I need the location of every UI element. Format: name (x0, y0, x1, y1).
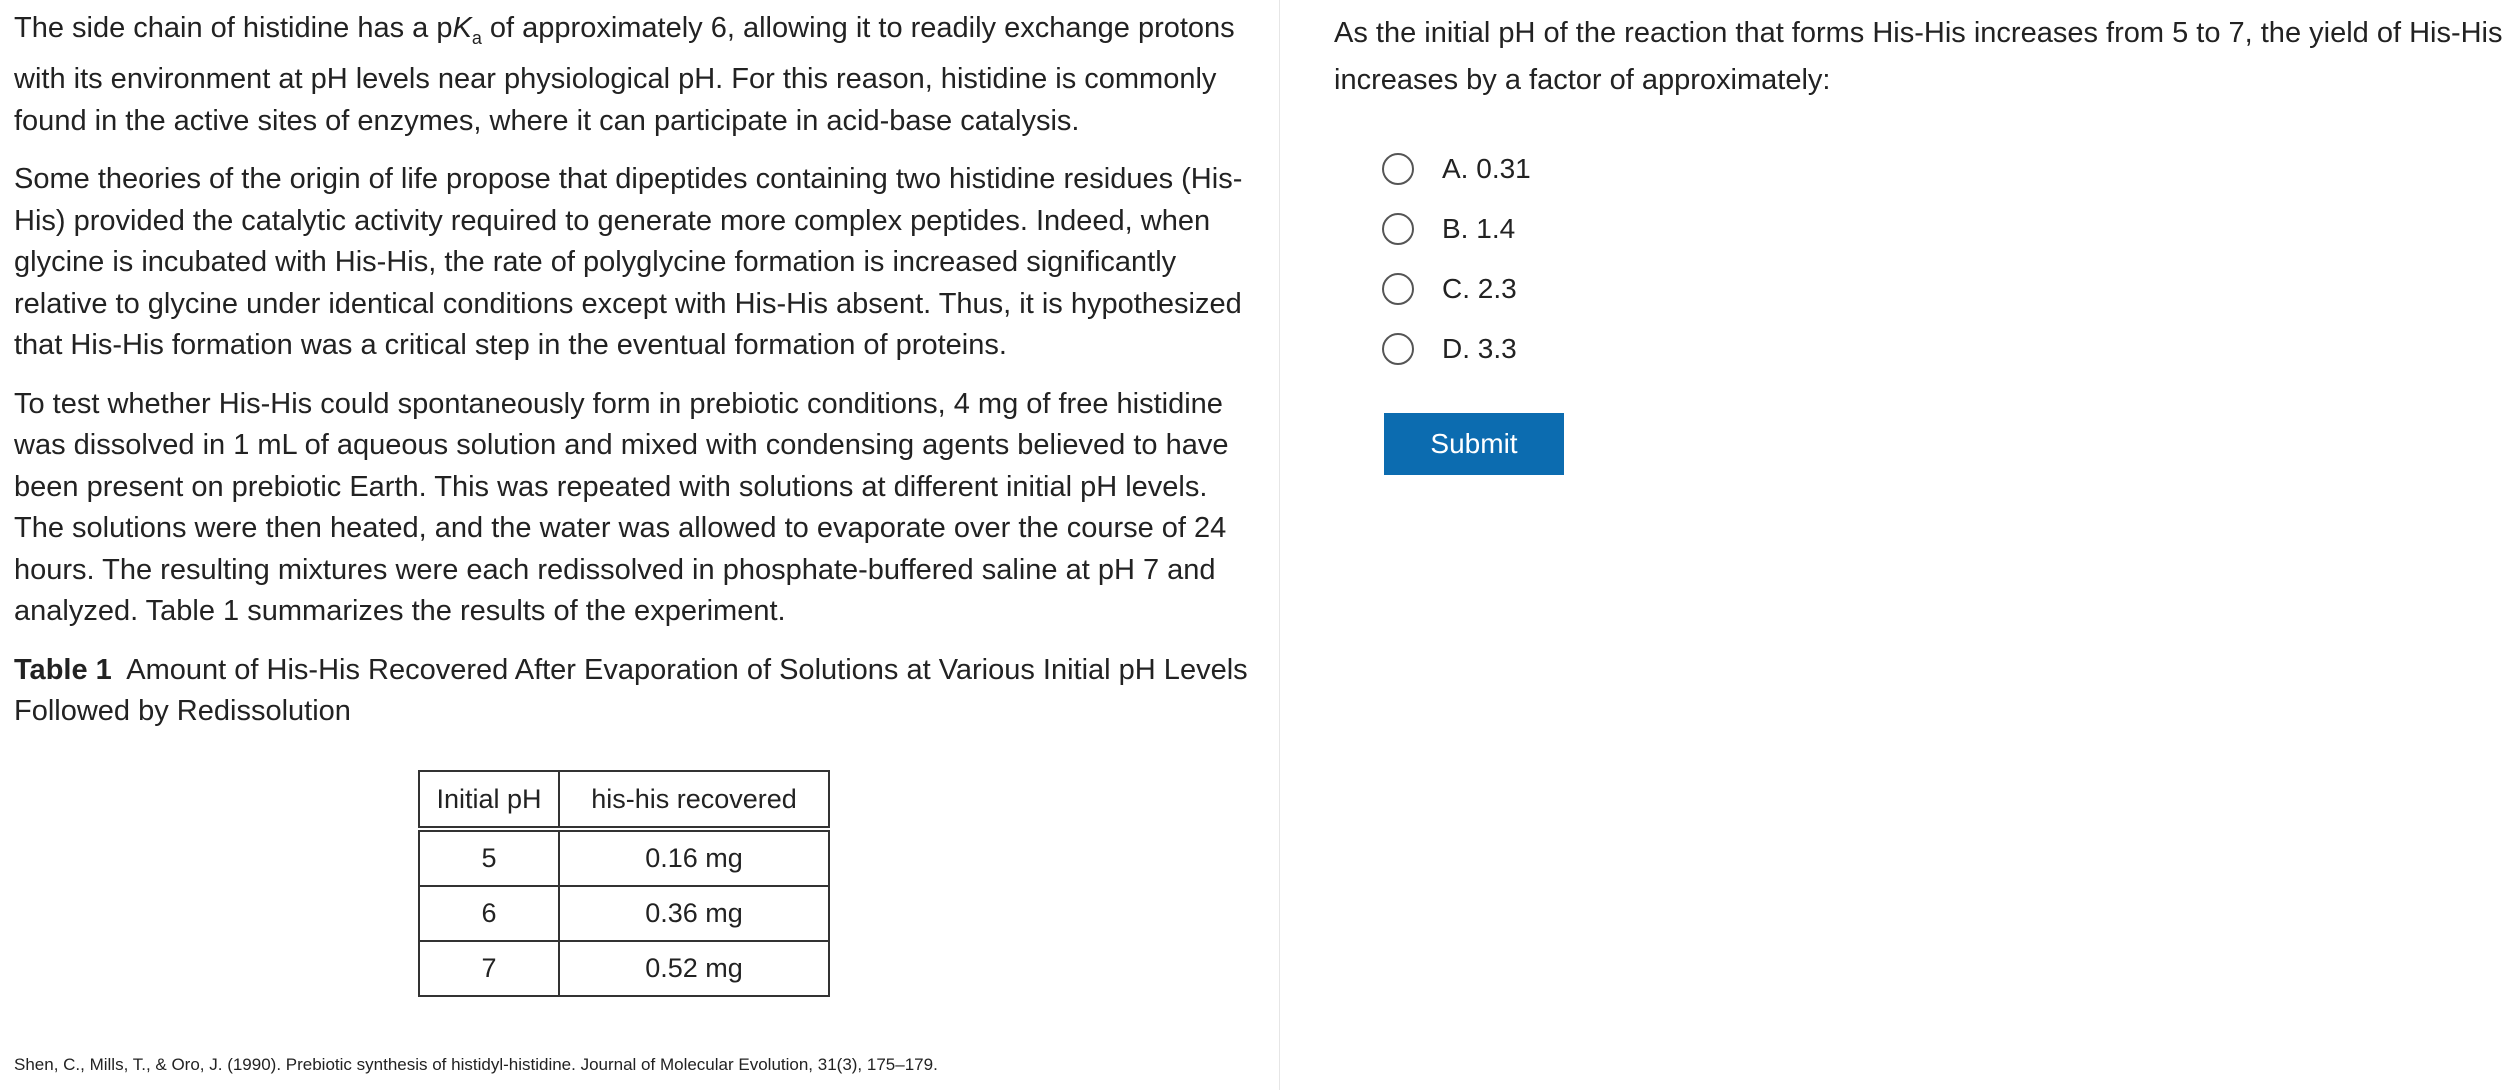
table-header-cell: his-his recovered (559, 771, 829, 829)
table-cell: 0.16 mg (559, 829, 829, 886)
choice-letter: B. (1442, 213, 1469, 244)
choice-letter: C. (1442, 273, 1470, 304)
radio-button[interactable] (1382, 213, 1414, 245)
table-cell: 5 (419, 829, 559, 886)
passage (14, 8, 1264, 750)
passage-paragraph-1: The side chain of histidine has a $pK_a$ of approximately 6, allowing it to readily exchange protons with its environment at pH levels near physiological pH. For this reason, histidine is commonly found in the active sites of enzymes, where it can participate in acid-base catalysis. (14, 12, 1235, 137)
table-cell: 7 (419, 941, 559, 996)
choice-text: 1.4 (1476, 213, 1516, 244)
table-header-row (419, 771, 829, 829)
choice-a[interactable] (1382, 139, 1531, 199)
answer-choices (1382, 139, 1531, 379)
passage-paragraph-2: Some theories of the origin of life propose that dipeptides containing two histidine residues (His-His) provided the catalytic activity required to generate more complex peptides. Indeed, when glycine is incubated with His-His, the rate of polyglycine formation is increased significantly relative to glycine under identical conditions except with His-His absent. Thus, it is hypothesized that His-His formation was a critical step in the eventual formation of proteins. (14, 163, 1243, 362)
choice-d[interactable] (1382, 319, 1531, 379)
passage-paragraph-3: To test whether His-His could spontaneously form in prebiotic conditions, 4 mg of free histidine was dissolved in 1 mL of aqueous solution and mixed with condensing agents believed to have been present on prebiotic Earth. This was repeated with solutions at different initial pH levels. The solutions were then heated, and the water was allowed to evaporate over the course of 24 hours. The resulting mixtures were each redissolved in phosphate-buffered saline at pH 7 and analyzed. Table 1 summarizes the results of the experiment. (14, 387, 1229, 628)
question-stem: As the initial pH of the reaction that forms His-His increases from 5 to 7, the yield of His-His increases by a factor of approximately: (1334, 17, 2503, 96)
table-row (419, 941, 829, 996)
table-row (419, 829, 829, 886)
radio-button[interactable] (1382, 273, 1414, 305)
radio-button[interactable] (1382, 153, 1414, 185)
table-header-cell: Initial pH (419, 771, 559, 829)
choice-c[interactable] (1382, 259, 1531, 319)
choice-b[interactable] (1382, 199, 1531, 259)
table-label: Table 1 (14, 653, 112, 686)
table-title: Amount of His-His Recovered After Evaporation of Solutions at Various Initial pH Levels Followed by Redissolution (14, 653, 1248, 728)
table-cell: 0.36 mg (559, 886, 829, 941)
choice-text: 0.31 (1476, 153, 1531, 184)
results-table (418, 770, 830, 997)
choice-text: 3.3 (1477, 333, 1517, 364)
choice-letter: D. (1442, 333, 1470, 364)
choice-letter: A. (1442, 153, 1469, 184)
table-cell: 6 (419, 886, 559, 941)
choice-text: 2.3 (1477, 273, 1517, 304)
table-caption (14, 650, 1264, 733)
pane-divider (1279, 0, 1280, 1090)
submit-button[interactable]: Submit (1384, 413, 1564, 475)
table-cell: 0.52 mg (559, 941, 829, 996)
radio-button[interactable] (1382, 333, 1414, 365)
citation: Shen, C., Mills, T., & Oro, J. (1990). Prebiotic synthesis of histidyl-histidine. Journal of Molecular Evolution, 31(3), 175–179. (14, 1055, 938, 1074)
table-row (419, 886, 829, 941)
